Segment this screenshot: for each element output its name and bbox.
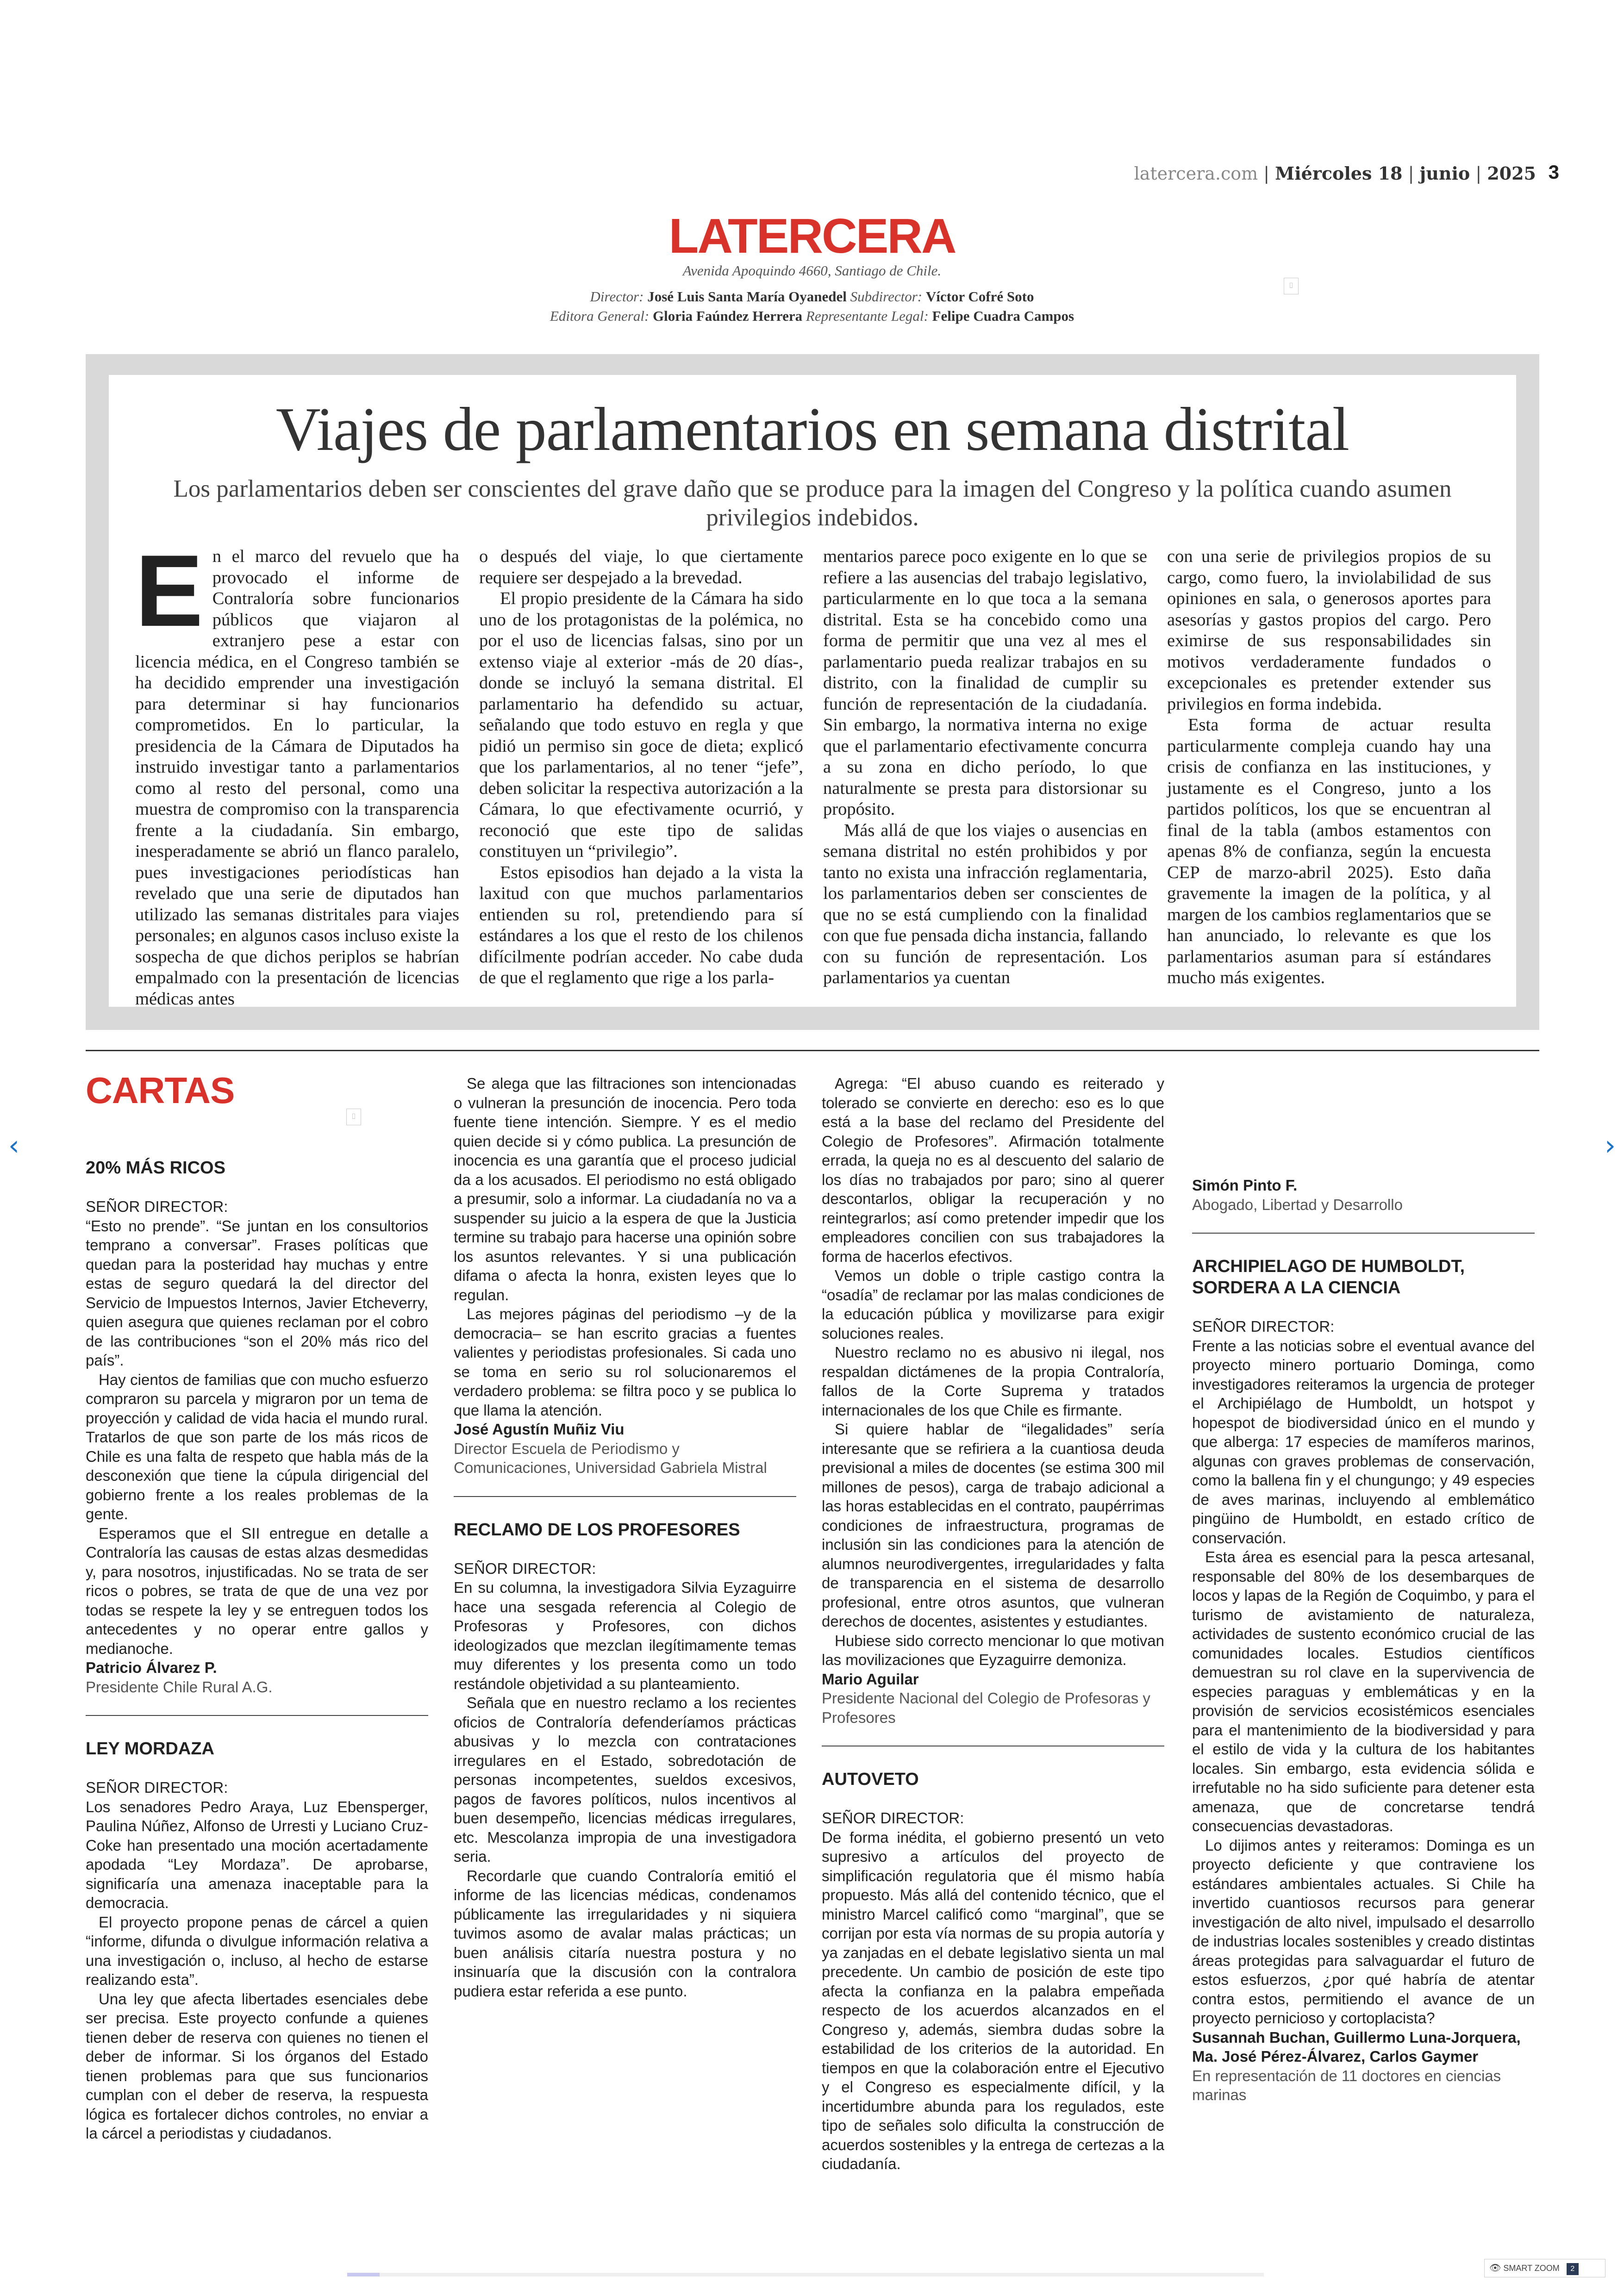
address: Avenida Apoquindo 4660, Santiago de Chile. (682, 262, 942, 279)
letter-divider (86, 1715, 428, 1716)
smart-zoom-count: 2 (1567, 2263, 1579, 2275)
page-number: 3 (1548, 161, 1559, 183)
letter-heading: 20% MÁS RICOS (86, 1158, 225, 1178)
date-line: latercera.com | Miércoles 18 | junio | 2025 (1134, 163, 1536, 184)
letter-heading: LEY MORDAZA (86, 1739, 214, 1759)
next-page-icon[interactable]: › (1605, 1129, 1616, 1162)
credits-line-1: Director: José Luis Santa María Oyanedel Subdirector: Víctor Cofré Soto (590, 288, 1034, 305)
date-day: Miércoles 18 (1275, 163, 1403, 184)
letter-signer: Simón Pinto F. (1192, 1177, 1298, 1194)
date-year: 2025 (1487, 163, 1536, 184)
letters-column-3: Agrega: “El abuso cuando es reiterado y tolerado se convierte en derecho: eso es lo que está a la base del reclamo del Presidente del Colegio de Profesores”. Afirmación totalmente errada, la queja no es al descuento del salario de los días no trabajados por paro; sino al querer descontarlos, obligar la recuperación y no reintegrarlos; así como pretender impedir que los empleadores concilien con sus trabajadores la forma de hacerlos efectivos. Vemos un doble o triple castigo contra la “osadía” de reclamar por las malas condiciones de la educación pública y movilizarse para exigir soluciones reales. Nuestro reclamo no es abusivo ni ilegal, nos respaldan dictámenes de la propia Contraloría, fallos de la Corte Suprema y tratados internacionales de los que Chile es firmante. Si quiere hablar de “ilegalidades” sería interesante que se refiriera a la cuantiosa deuda previsional a miles de docentes (se estima 300 mil millones de pesos), carga de trabajo adicional a las horas establecidas en el contrato, paupérrimas condiciones de infraestructura, programas de inclusión sin las condiciones para la atención de alumnos neurodivergentes, irregularidades y falta de transparencia en el sistema de desarrollo profesional, entre otros asuntos, que vulneran derechos de docentes, asistentes y estudiantes. Hubiese sido correcto mencionar lo que motivan las movilizaciones que Eyzaguirre demoniza. Mario Aguilar Presidente Nacional del Colegio de Profesoras y Profesores AUTOVETO SEÑOR DIRECTOR: De forma inédita, el gobierno presentó un veto supresivo a artículos del proyecto de simplificación regulatoria que él mismo había propuesto. Más allá del contenido técnico, que el ministro Marcel calificó como “marginal”, que se corrijan por esta vía normas de su propia autoría y ya zanjadas en el debate legislativo sienta un mal precedente. Un cambio de posición de este tipo afecta la confianza en la palabra empeñada respecto de los acuerdos alcanzados en el Congreso y, además, siembra dudas sobre la estabilidad de los criterios de la autoridad. En tiempos en que la colaboración entre el Ejecutivo y el Congreso es especialmente difícil, y la incertidumbre abunda para los regulados, este tipo de señales solo dificulta la construcción de acuerdos sostenibles y la entrega de certezas a la ciudadanía. (822, 1075, 1164, 2172)
credits-line-2: Editora General: Gloria Faúndez Herrera Representante Legal: Felipe Cuadra Campos (550, 308, 1074, 324)
letter-heading: RECLAMO DE LOS PROFESORES (454, 1520, 740, 1540)
director-name: José Luis Santa María Oyanedel (647, 288, 847, 305)
ad-marker-icon[interactable]: ⌷ (1284, 278, 1299, 294)
date-month: junio (1419, 163, 1470, 184)
editor-name: Gloria Faúndez Herrera (653, 308, 803, 324)
letter-divider (1192, 1233, 1535, 1234)
page-scrollbar-thumb[interactable] (347, 2273, 380, 2276)
prev-page-icon[interactable]: ‹ (8, 1129, 19, 1162)
letter-signer-role: Presidente Nacional del Colegio de Profesoras y Profesores (822, 1690, 1150, 1726)
letter-signer-role: Director Escuela de Periodismo y Comunicaciones, Universidad Gabriela Mistral (454, 1440, 767, 1476)
editorial-title: Viajes de parlamentarios en semana distrital (275, 395, 1349, 463)
editorial-column-2: o después del viaje, lo que ciertamente requiere ser despejado a la brevedad. El propio presidente de la Cámara ha sido uno de los protagonistas de la polémica, no por el uso de licencias falsas, sino por un extenso viaje al exterior -más de 20 días-, donde se incluyó la semana distrital. El parlamentario ha defendido su actuar, señalando que todo estuvo en regla y que pidió un permiso sin goce de dieta; explicó que los parlamentarios, al no tener “jefe”, deben solicitar la respectiva autorización a la Cámara, lo que efectivamente ocurrió, y reconoció que este tipo de salidas constituyen un “privilegio”. Estos episodios han dejado a la vista la laxitud con que muchos parlamentarios entienden su rol, pretendiendo para sí estándares a los que el resto de los chilenos difícilmente podrían acceder. No cabe duda de que el reglamento que rige a los parla- (479, 547, 803, 987)
subdirector-name: Víctor Cofré Soto (925, 288, 1034, 305)
letter-signer: Patricio Álvarez P. (86, 1659, 217, 1676)
letter-signer: Mario Aguilar (822, 1670, 919, 1688)
letter-signer-role: Abogado, Libertad y Desarrollo (1192, 1196, 1403, 1213)
editorial-subtitle: Los parlamentarios deben ser conscientes del grave daño que se produce para la imagen del Congreso y la política cuando asumen privilegios indebidos. (173, 475, 1452, 531)
letter-heading: AUTOVETO (822, 1770, 919, 1789)
letter-signer: Susannah Buchan, Guillermo Luna-Jorquera, Ma. José Pérez-Álvarez, Carlos Gaymer (1192, 2028, 1521, 2065)
letter-heading: ARCHIPIELAGO DE HUMBOLDT, SORDERA A LA CIENCIA (1192, 1257, 1465, 1297)
cartas-section-title: CARTAS (86, 1070, 235, 1111)
page-scrollbar[interactable] (347, 2273, 1264, 2276)
letters-column-1: 20% MÁS RICOS SEÑOR DIRECTOR: “Esto no prende”. “Se juntan en los consultorios temprano a conversar”. Frases políticas que quedan para la posteridad hay muchas y entre estas de seguro quedará la del director del Servicio de Impuestos Internos, Javier Etcheverry, quien asegura que quienes reclaman por el cobro de las contribuciones “son el 20% más rico del país”. Hay cientos de familias que con mucho esfuerzo compraron su parcela y migraron por un tema de proyección y calidad de vida hacia el mundo rural. Tratarlos de que son parte de los más ricos de Chile es una falta de respeto que habla más de la desconexión que tiene la cúpula dirigencial del gobierno frente a los reales problemas de la gente. Esperamos que el SII entregue en detalle a Contraloría las causas de estas alzas desmedidas y, para nosotros, injustificadas. No se trata de ser ricos o pobres, se trata de que de una vez por todas se respete la ley y se entreguen todos los antecedentes y no operar entre gallos y medianoche. Patricio Álvarez P. Presidente Chile Rural A.G. LEY MORDAZA SEÑOR DIRECTOR: Los senadores Pedro Araya, Luz Ebensperger, Paulina Núñez, Alfonso de Urresti y Luciano Cruz-Coke han presentado una moción acertadamente apodada “Ley Mordaza”. De aprobarse, significaría una amenaza inaceptable para la democracia. El proyecto propone penas de cárcel a quien “informe, difunda o divulgue información relativa a una investigación o, incluso, al hecho de estarse realizando esta”. Una ley que afecta libertades esenciales debe ser precisa. Este proyecto confunde a quienes tienen deber de reserva con quienes no tienen el deber de informar. Si los órganos del Estado tienen problemas para que sus funcionarios cumplan con el deber de reserva, la respuesta lógica es fortalecer dichos controles, no enviar a la cárcel a periodistas y ciudadanos. (86, 1158, 428, 2142)
drop-cap: E (135, 534, 203, 648)
editorial-column-3: mentarios parece poco exigente en lo que se refiere a las ausencias del trabajo legislativo, particularmente en lo que toca a la semana distrital. Esta se ha concebido como una forma de permitir que una vez al mes el parlamentario pueda realizar trabajos en su distrito, con la finalidad de cumplir su función de representación de la ciudadanía. Sin embargo, la normativa interna no exige que el parlamentario efectivamente concurra a su zona en dicho período, lo que naturalmente se presta para distorsionar su propósito. Más allá de que los viajes o ausencias en semana distrital no estén prohibidos y por tanto no exista una infracción reglamentaria, los parlamentarios deben ser conscientes de que no se está cumpliendo con la finalidad con que fue pensada dicha instancia, fallando con su función de representación. Los parlamentarios ya cuentan (823, 547, 1147, 987)
smart-zoom-label: SMART ZOOM (1503, 2264, 1560, 2273)
section-divider (86, 1050, 1539, 1051)
eye-icon: 👁 (1489, 2263, 1501, 2273)
letters-column-2: Se alega que las filtraciones son intencionadas o vulneran la presunción de inocencia. Pero toda fuente tiene intención. Siempre. Y es el medio quien decide si y cómo publica. La presunción de inocencia es una garantía que el proceso judicial da a los acusados. El periodismo no está obligado a presumir, solo a informar. La ciudadanía no va a suspender su juicio a la espera de que la Justicia termine su trabajo para hacerse una opinión sobre los asuntos relevantes. Y si una publicación difama o afecta la honra, existen leyes que lo regulan. Las mejores páginas del periodismo –y de la democracia– se han escrito gracias a fuentes valientes y periodistas profesionales. Si cada uno se toma en serio su rol solucionaremos el verdadero problema: se filtra poco y se publica lo que llama la atención. José Agustín Muñiz Viu Director Escuela de Periodismo y Comunicaciones, Universidad Gabriela Mistral RECLAMO DE LOS PROFESORES SEÑOR DIRECTOR: En su columna, la investigadora Silvia Eyzaguirre hace una sesgada referencia al Colegio de Profesoras y Profesores, con dichos ideologizados que mezclan ilegítimamente temas muy diferentes y los presenta como un todo restándole objetividad a su planteamiento. Señala que en nuestro reclamo a los recientes oficios de Contraloría defenderíamos prácticas abusivas y lo mezcla con contrataciones irregulares en el Estado, sobredotación de personas incompetentes, sueldos excesivos, pagos de favores políticos, nulos incentivos al buen desempeño, licencias médicas irregulares, etc. Mescolanza impropia de una investigadora seria. Recordarle que cuando Contraloría emitió el informe de las licencias médicas, condenamos públicamente las irregularidades y ni siquiera tuvimos asomo de avalar malas prácticas; un buen análisis citaría nuestra postura y no insinuaría que la discusión con la contralora pudiera estar referida a ese punto. (454, 1075, 796, 2000)
letter-signer: José Agustín Muñiz Viu (454, 1421, 625, 1438)
ad-marker-icon-2[interactable]: ⌷ (346, 1109, 361, 1125)
newspaper-logo: LATERCERA (668, 209, 956, 263)
site-name: latercera.com (1134, 163, 1258, 184)
letter-signer-role: Presidente Chile Rural A.G. (86, 1678, 273, 1696)
letters-column-4: Simón Pinto F. Abogado, Libertad y Desarrollo ARCHIPIELAGO DE HUMBOLDT, SORDERA A LA CIENCIA SEÑOR DIRECTOR: Frente a las noticias sobre el eventual avance del proyecto minero portuario Dominga, como investigadores reiteramos la urgencia de proteger el Archipiélago de Humboldt, un hotspot y hopespot de biodiversidad único en el mundo y que alberga: 17 especies de mamíferos marinos, algunas con graves problemas de conservación, como la ballena fin y el chungungo; y 49 especies de aves marinas, incluyendo al emblemático pingüino de Humboldt, en estado crítico de conservación. Esta área es esencial para la pesca artesanal, responsable del 80% de los desembarques de locos y lapas de la Región de Coquimbo, y para el turismo de avistamiento de naturaleza, actividades de sustento económico crucial de las comunidades locales. Estudios científicos demuestran su rol clave en la supervivencia de especies paraguas y emblemáticas y en la provisión de servicios ecosistémicos esenciales para el mantenimiento de la biodiversidad y para el estilo de vida y la cultura de los habitantes locales. Sin embargo, esta evidencia sólida e irrefutable no ha sido suficiente para detener esta amenaza, que de concretarse tendrá consecuencias devastadoras. Lo dijimos antes y reiteramos: Dominga es un proyecto deficiente y que contraviene los estándares ambientales actuales. Si Chile ha invertido cuantiosos recursos para generar investigación de alto nivel, impulsado el desarrollo de industrias locales sostenibles y creado distintas áreas protegidas para salvaguardar el futuro de estos esfuerzos, ¿por qué habría de atentar contra estos, permitiendo el avance de un proyecto pernicioso y cortoplacista? Susannah Buchan, Guillermo Luna-Jorquera, Ma. José Pérez-Álvarez, Carlos Gaymer En representación de 11 doctores en ciencias marinas (1192, 1176, 1535, 2123)
letter-divider (454, 1496, 796, 1497)
letter-signer-role: En representación de 11 doctores en ciencias marinas (1192, 2067, 1501, 2103)
editorial-column-1: En el marco del revuelo que ha provocado el informe de Contraloría sobre funcionarios públicos que viajaron al extranjero pese a estar con licencia médica, en el Congreso también se ha decidido emprender una investigación para determinar si hay funcionarios comprometidos. En lo particular, la presidencia de la Cámara de Diputados ha instruido investigar tanto a parlamentarios como al resto del personal, como una muestra de compromiso con la transparencia frente a la ciudadanía. Sin embargo, inesperadamente se abrió un flanco paralelo, pues investigaciones periodísticas han revelado que una serie de diputados han utilizado las semanas distritales para viajes personales; en algunos casos incluso existe la sospecha de que dichos periplos se habrían empalmado con la presentación de licencias médicas antes (135, 534, 459, 1009)
legal-rep-name: Felipe Cuadra Campos (932, 308, 1074, 324)
smart-zoom-button[interactable] (1484, 2259, 1605, 2277)
editorial-column-4: con una serie de privilegios propios de su cargo, como fuero, la inviolabilidad de sus opiniones en sala, o generosos aportes para asesorías y gastos propios del cargo. Pero eximirse de sus responsabilidades sin motivos verdaderamente fundados o excepcionales es pretender extender sus privilegios en forma indebida. Esta forma de actuar resulta particularmente compleja cuando hay una crisis de confianza en las instituciones, y justamente es el Congreso, junto a los partidos políticos, los que se encuentran al final de la tabla (ambos estamentos con apenas 8% de confianza, según la encuesta CEP de marzo-abril 2025). Esto daña gravemente la imagen de la política, y al margen de los cambios reglamentarios que se han anunciado, lo relevante es que los parlamentarios asuman para sí estándares mucho más exigentes. (1167, 547, 1491, 987)
